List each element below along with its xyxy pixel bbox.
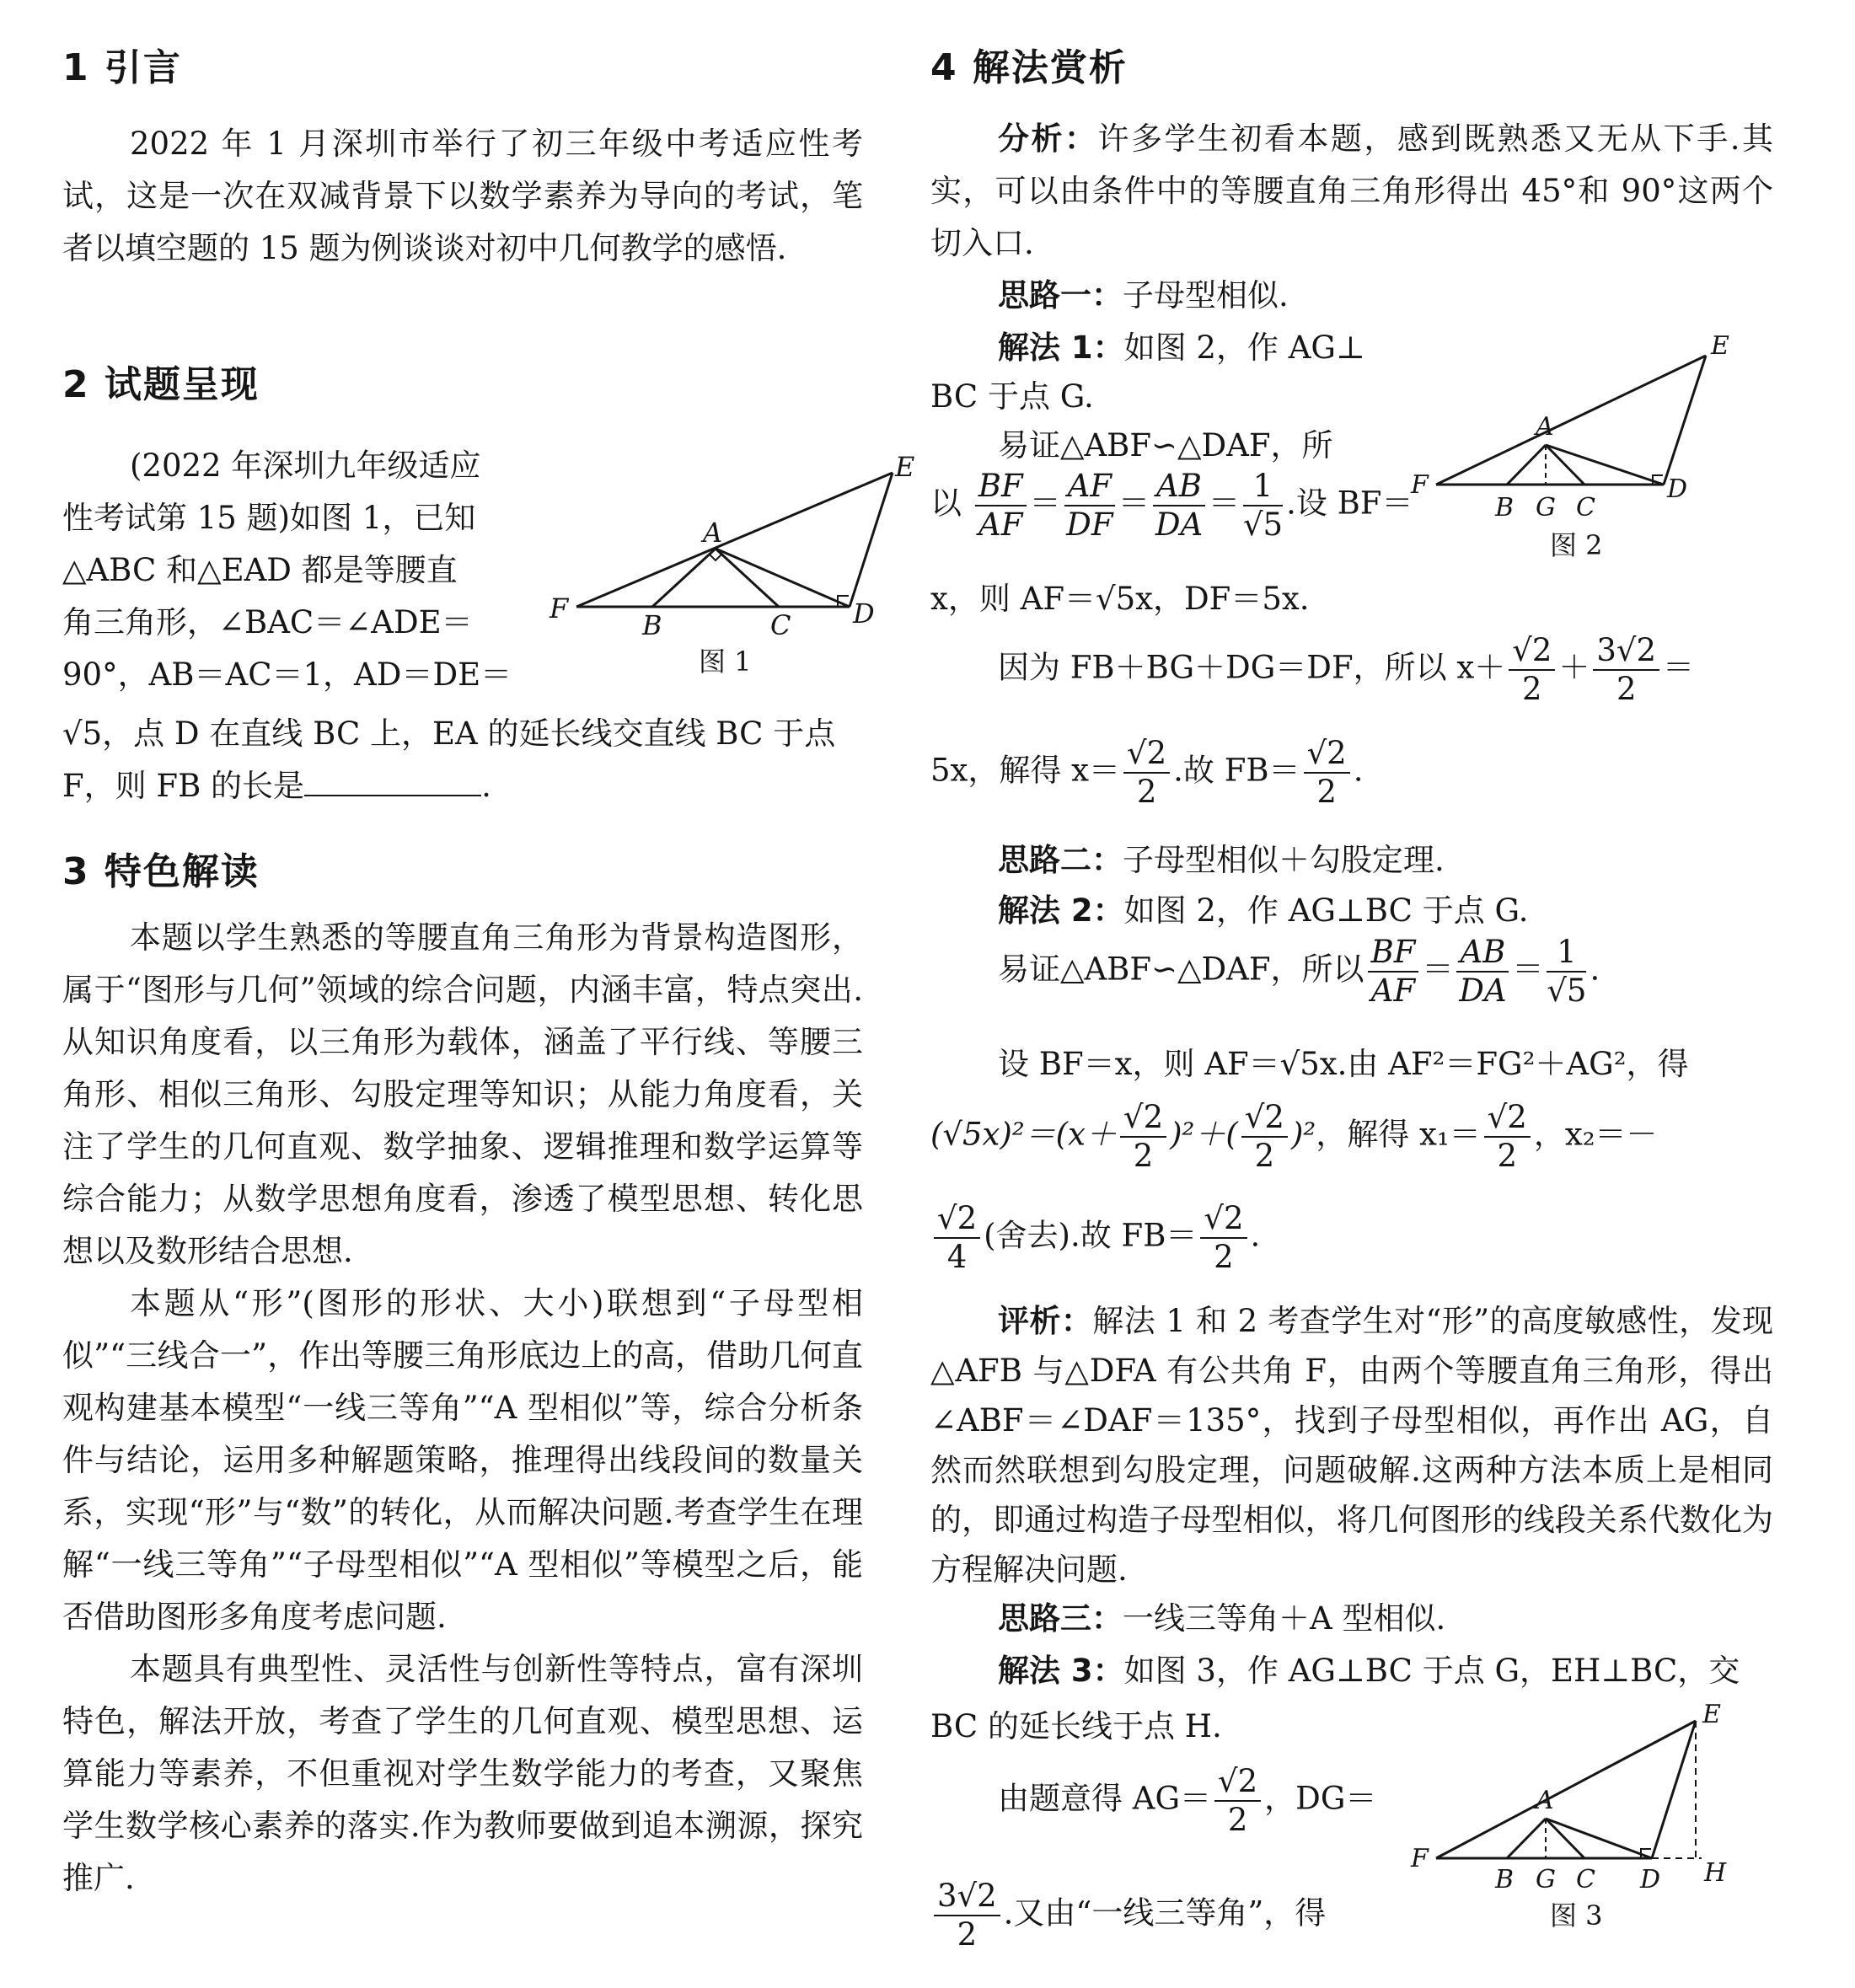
label-g-2: G (1536, 493, 1556, 522)
solution-2-text-b-pre: 易证△ABF∽△DAF，所以 (998, 951, 1364, 988)
label-f-2: F (1411, 470, 1429, 500)
fraction-root2-2-d: $\frac{√2}{2}$ (1120, 1099, 1166, 1175)
idea-3-line (998, 1593, 1445, 1638)
problem-line-3: △ABC 和△EAD 都是等腰直 (62, 552, 458, 588)
section-3-paragraph-1: 本题以学生熟悉的等腰直角三角形为背景构造图形，属于“图形与几何”领域的综合问题，内涵丰富，特点突出.从知识角度看，以三角形为载体，涵盖了平行线、等腰三角形、相似三角形、勾股定理等知识；从能力角度看，关注了学生的几何直观、数学抽象、逻辑推理和数学运算等综合能力；从数学思想角度看，渗透了模型思想、转化思想以及数形结合思想. (62, 919, 863, 1269)
idea-1-text: 子母型相似. (1123, 277, 1289, 313)
fraction-root2-2-f: $\frac{√2}{2}$ (1484, 1099, 1531, 1175)
line-ab-2 (1507, 445, 1546, 485)
solution-2-text-d-mid: ，解得 x₁＝ (1316, 1116, 1481, 1153)
label-a: A (703, 517, 723, 549)
label-d: D (853, 597, 875, 630)
idea-3-text: 一线三等角＋A 型相似. (1123, 1600, 1446, 1637)
line-ab (652, 549, 716, 607)
solution-1-line-1 (998, 322, 1365, 367)
fraction-root2-4: $\frac{√2}{4}$ (934, 1200, 980, 1276)
solution-3-line-4 (930, 1878, 1326, 1953)
label-d-3: D (1640, 1865, 1661, 1894)
label-b-3: B (1495, 1865, 1515, 1894)
solution-1-line-5: x，则 AF＝√5x，DF＝5x. (930, 581, 1310, 617)
fraction-root2-2-h: $\frac{√2}{2}$ (1214, 1763, 1261, 1839)
figure-3-drawing (1411, 1685, 1765, 1892)
solution-3-text-c-pre: 由题意得 AG＝ (998, 1780, 1212, 1817)
fraction-bf-af: $\frac{BF}{AF}$ (975, 468, 1027, 544)
solution-2-line-4: (√5x)²＝(x＋ $\frac{√2}{2}$ )²＋( $\frac{√2}{2}$ )²，解得 x₁＝ $\frac{√2}{2}$ ，x₂＝－ (930, 1099, 1658, 1174)
label-f-3: F (1411, 1844, 1429, 1873)
solution-2-text: 如图 2，作 AG⊥BC 于点 G. (1123, 892, 1529, 929)
fraction-3root2-2: $\frac{3√2}{2}$ (1593, 632, 1659, 708)
figure-1-caption: 图 1 (699, 646, 752, 678)
problem-line-6: √5，点 D 在直线 BC 上，EA 的延长线交直线 BC 于点 (62, 715, 836, 752)
solution-2-text-d-post: ，x₂＝－ (1533, 1116, 1658, 1153)
solution-1-label: 解法 1： (998, 330, 1124, 366)
section-1-text: 2022 年 1 月深圳市举行了初三年级中考适应性考试，这是一次在双减背景下以数学素养为导向的考试，笔者以填空题的 15 题为例谈谈对初中几何教学的感悟. (62, 126, 863, 266)
label-b-2: B (1495, 493, 1515, 522)
solution-1-text-d-pre: 以 (930, 485, 962, 522)
line-fe (576, 473, 893, 607)
solution-2-text-e-mid: (舍去).故 FB＝ (984, 1217, 1198, 1254)
figure-3-caption: 图 3 (1550, 1900, 1603, 1932)
figure-2 (1411, 329, 1756, 565)
solution-3-line-3 (998, 1763, 1376, 1839)
solution-3-text-c-post: ，DG＝ (1264, 1780, 1377, 1817)
solution-2-label: 解法 2： (998, 892, 1124, 929)
problem-line-2: 性考试第 15 题)如图 1，已知 (62, 500, 476, 536)
solution-1-line-2: BC 于点 G. (930, 378, 1094, 415)
fraction-1-root5: $\frac{1}{√5}$ (1242, 468, 1284, 543)
solution-2-line-5: $\frac{√2}{4}$ (舍去).故 FB＝ $\frac{√2}{2}$ . (930, 1200, 1260, 1276)
idea-2-line (998, 834, 1445, 880)
solution-1-text-f-pre: 因为 FB＋BG＋DG＝DF，所以 x＋ (998, 649, 1506, 686)
label-e-3: E (1702, 1700, 1721, 1729)
figure-1 (534, 451, 915, 678)
fraction-1-root5-2: $\frac{1}{√5}$ (1547, 934, 1587, 1009)
solution-2-line-1 (998, 885, 1528, 930)
label-c-2: C (1576, 493, 1595, 522)
fraction-root2-2-c: $\frac{√2}{2}$ (1304, 735, 1350, 811)
figure-2-drawing (1411, 329, 1756, 522)
fraction-root2-2-e: $\frac{√2}{2}$ (1241, 1099, 1288, 1175)
analysis-label: 分析： (998, 121, 1098, 157)
solution-1-line-6: 因为 FB＋BG＋DG＝DF，所以 x＋ $\frac{√2}{2}$ ＋ $\frac{3√2}{2}$ ＝ (998, 632, 1695, 707)
problem-line-5: 90°，AB＝AC＝1，AD＝DE＝ (62, 656, 512, 693)
review-paragraph (930, 1296, 1773, 1594)
problem-line-7-end: . (481, 768, 491, 804)
solution-3-text-a: 如图 3，作 AG⊥BC 于点 G，EH⊥BC，交 (1123, 1653, 1740, 1689)
label-c: C (770, 609, 791, 641)
solution-3-line-2: BC 的延长线于点 H. (930, 1708, 1222, 1744)
solution-1-text-d-post: .设 BF＝ (1286, 485, 1413, 522)
label-c-3: C (1576, 1865, 1595, 1894)
idea-2-label: 思路二： (998, 842, 1123, 878)
line-ed-2 (1664, 356, 1706, 485)
line-ad (716, 549, 850, 607)
solution-3-line-1 (998, 1645, 1740, 1691)
idea-1-label: 思路一： (998, 277, 1123, 313)
line-fe-2 (1436, 356, 1706, 485)
section-3-body (62, 912, 863, 1905)
line-ac (716, 549, 779, 607)
fraction-bf-af-2: $\frac{BF}{AF}$ (1368, 934, 1419, 1010)
fraction-ab-da-2: $\frac{AB}{DA}$ (1456, 934, 1509, 1010)
analysis-text: 许多学生初看本题，感到既熟悉又无从下手.其实，可以由条件中的等腰直角三角形得出 45°和 90°这两个切入口. (930, 121, 1773, 261)
solution-1-line-7: 5x，解得 x＝ $\frac{√2}{2}$ .故 FB＝ $\frac{√2}{2}$ . (930, 735, 1364, 810)
solution-1-text-a: 如图 2，作 AG⊥ (1123, 330, 1365, 366)
equation-left: (√5x)²＝(x＋ (930, 1116, 1117, 1153)
idea-1-line (998, 270, 1289, 315)
problem-line-4: 角三角形，∠BAC＝∠ADE＝ (62, 604, 473, 640)
label-e: E (895, 451, 915, 483)
line-ed (850, 473, 893, 607)
fraction-root2-2: $\frac{√2}{2}$ (1509, 632, 1555, 708)
solution-3-text-d-post: .又由“一线三等角”，得 (1003, 1894, 1327, 1932)
problem-line-1: (2022 年深圳九年级适应 (130, 447, 481, 484)
review-text: 解法 1 和 2 考查学生对“形”的高度敏感性，发现△AFB 与△DFA 有公共角 F，由两个等腰直角三角形，得出∠ABF＝∠DAF＝135°，找到子母型相似，再作出 AG，自然而然联想到勾股定理，问题破解.这两种方法本质上是相同的，即通过构造子母型相似，将几何图形的线段关系代数化为方程解决问题. (930, 1303, 1773, 1588)
solution-3-label: 解法 3： (998, 1653, 1124, 1689)
fraction-af-df: $\frac{AF}{DF}$ (1064, 468, 1115, 544)
figure-1-drawing (534, 451, 915, 641)
solution-1-text-g-pre: 5x，解得 x＝ (930, 752, 1121, 789)
solution-1-line-4: 以 $\frac{BF}{AF}$ ＝ $\frac{AF}{DF}$ ＝ $\frac{AB}{DA}$ ＝ $\frac{1}{√5}$ .设 BF＝ (930, 468, 1413, 543)
section-4-title: 4 解法赏析 (930, 46, 1128, 89)
idea-3-label: 思路三： (998, 1600, 1123, 1637)
label-a-2: A (1536, 412, 1554, 442)
fraction-root2-2-g: $\frac{√2}{2}$ (1200, 1200, 1246, 1276)
analysis-paragraph (930, 113, 1773, 270)
line-ad-3 (1546, 1819, 1652, 1858)
label-h-3: H (1704, 1858, 1727, 1888)
idea-2-text: 子母型相似＋勾股定理. (1123, 842, 1445, 878)
label-b: B (642, 609, 662, 641)
label-f: F (550, 592, 569, 624)
label-e-2: E (1711, 331, 1729, 361)
label-g-3: G (1536, 1865, 1556, 1894)
review-label: 评析： (998, 1303, 1093, 1339)
figure-2-caption: 图 2 (1550, 529, 1603, 561)
solution-1-line-3: 易证△ABF∽△DAF，所 (998, 427, 1333, 464)
section-3-title: 3 特色解读 (62, 850, 260, 893)
figure-3 (1411, 1685, 1765, 1947)
fraction-root2-2-b: $\frac{√2}{2}$ (1123, 735, 1170, 811)
solution-1-text-g-mid: .故 FB＝ (1173, 752, 1300, 789)
problem-line-7-text: F，则 FB 的长是 (62, 768, 305, 804)
label-a-3: A (1536, 1786, 1554, 1815)
line-ab-3 (1507, 1819, 1546, 1858)
answer-blank (304, 769, 481, 796)
fraction-ab-da: $\frac{AB}{DA}$ (1153, 468, 1205, 544)
problem-line-7 (62, 760, 491, 806)
solution-2-line-3: 设 BF＝x，则 AF＝√5x.由 AF²＝FG²＋AG²，得 (998, 1046, 1689, 1082)
section-1-title: 1 引言 (62, 46, 182, 89)
right-angle-mark-a (710, 555, 721, 560)
label-d-2: D (1667, 474, 1688, 504)
section-2-title: 2 试题呈现 (62, 363, 260, 406)
fraction-3root2-2-b: $\frac{3√2}{2}$ (934, 1878, 1000, 1953)
solution-2-line-2: 易证△ABF∽△DAF，所以 $\frac{BF}{AF}$ ＝ $\frac{AB}{DA}$ ＝ $\frac{1}{√5}$ . (998, 934, 1600, 1009)
section-3-paragraph-2: 本题从“形”(图形的形状、大小)联想到“子母型相似”“三线合一”，作出等腰三角形底边上的高，借助几何直观构建基本模型“一线三等角”“A 型相似”等，综合分析条件与结论，运用多种解题策略，推理得出线段间的数量关系，实现“形”与“数”的转化，从而解决问题.考查学生在理解“一线三等角”“子母型相似”“A 型相似”等模型之后，能否借助图形多角度考虑问题. (62, 1285, 863, 1635)
section-3-paragraph-3: 本题具有典型性、灵活性与创新性等特点，富有深圳特色，解法开放，考查了学生的几何直观、模型思想、运算能力等素养，不但重视对学生数学能力的考查，又聚焦学生数学核心素养的落实.作为教师要做到追本溯源，探究推广. (62, 1651, 863, 1896)
